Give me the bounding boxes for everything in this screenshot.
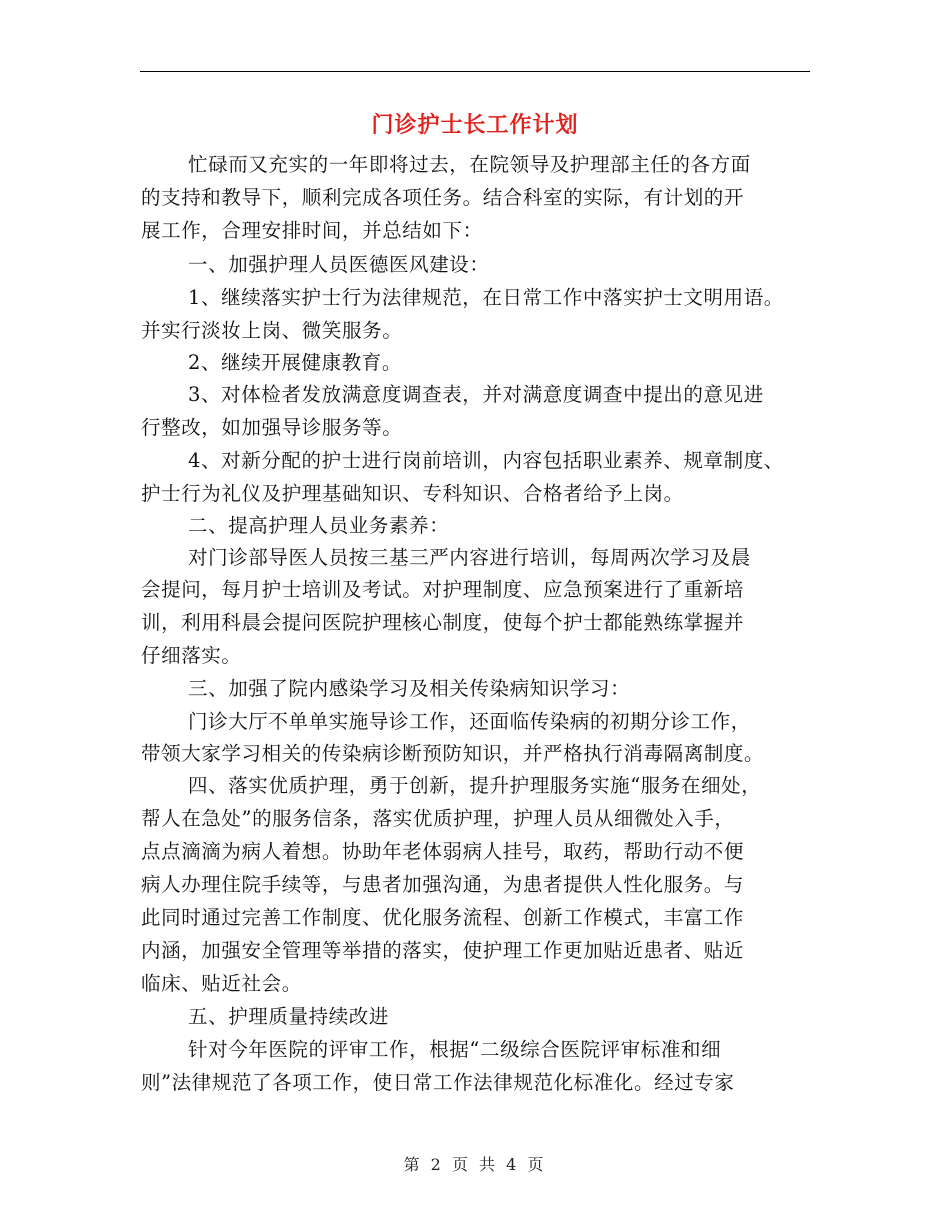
paragraph-line: 并实行淡妆上岗、微笑服务。 xyxy=(141,319,403,342)
paragraph-line: 行整改，如加强导诊服务等。 xyxy=(141,416,403,439)
header-rule xyxy=(140,71,810,72)
paragraph-line: 展工作，合理安排时间，并总结如下： xyxy=(141,219,483,242)
paragraph-line: 点点滴滴为病人着想。协助年老体弱病人挂号，取药，帮助行动不便 xyxy=(141,840,745,863)
paragraph-line: 带领大家学习相关的传染病诊断预防知识，并严格执行消毒隔离制度。 xyxy=(141,742,765,765)
paragraph-line: 训，利用科晨会提问医院护理核心制度，使每个护士都能熟练掌握并 xyxy=(141,611,745,634)
paragraph-line: 仔细落实。 xyxy=(141,644,242,667)
paragraph-line: 会提问，每月护士培训及考试。对护理制度、应急预案进行了重新培 xyxy=(141,578,745,601)
section-heading: 三、加强了院内感染学习及相关传染病知识学习： xyxy=(188,677,631,700)
paragraph-line: 3、对体检者发放满意度调查表，并对满意度调查中提出的意见进 xyxy=(188,383,764,406)
paragraph-line: 4、对新分配的护士进行岗前培训，内容包括职业素养、规章制度、 xyxy=(188,449,784,472)
paragraph-line: 2、继续开展健康教育。 xyxy=(188,351,403,374)
paragraph-line: 的支持和教导下，顺利完成各项任务。结合科室的实际，有计划的开 xyxy=(141,186,745,209)
paragraph-line: 针对今年医院的评审工作，根据“二级综合医院评审标准和细 xyxy=(188,1038,722,1061)
paragraph-line: 门诊大厅不单单实施导诊工作，还面临传染病的初期分诊工作， xyxy=(188,710,751,733)
paragraph-line: 此同时通过完善工作制度、优化服务流程、创新工作模式，丰富工作 xyxy=(141,906,745,929)
paragraph-line: 对门诊部导医人员按三基三严内容进行培训，每周两次学习及晨 xyxy=(188,546,751,569)
paragraph-line: 帮人在急处”的服务信条，落实优质护理，护理人员从细微处入手， xyxy=(141,807,735,830)
paragraph-line: 忙碌而又充实的一年即将过去，在院领导及护理部主任的各方面 xyxy=(188,153,751,176)
paragraph-line: 护士行为礼仪及护理基础知识、专科知识、合格者给予上岗。 xyxy=(141,482,684,505)
section-heading: 五、护理质量持续改进 xyxy=(188,1005,390,1028)
page-number-footer: 第 2 页 共 4 页 xyxy=(403,1155,547,1174)
paragraph-line: 1、继续落实护士行为法律规范，在日常工作中落实护士文明用语。 xyxy=(188,286,784,309)
paragraph-line: 则”法律规范了各项工作，使日常工作法律规范化标准化。经过专家 xyxy=(141,1071,735,1094)
document-title: 门诊护士长工作计划 xyxy=(371,112,579,138)
section-heading: 四、落实优质护理，勇于创新，提升护理服务实施“服务在细处， xyxy=(188,774,762,797)
paragraph-line: 内涵，加强安全管理等举措的落实，使护理工作更加贴近患者、贴近 xyxy=(141,939,745,962)
paragraph-line: 临床、贴近社会。 xyxy=(141,972,302,995)
paragraph-line: 病人办理住院手续等，与患者加强沟通，为患者提供人性化服务。与 xyxy=(141,873,745,896)
section-heading: 二、提高护理人员业务素养： xyxy=(188,514,450,537)
section-heading: 一、加强护理人员医德医风建设： xyxy=(188,253,490,276)
